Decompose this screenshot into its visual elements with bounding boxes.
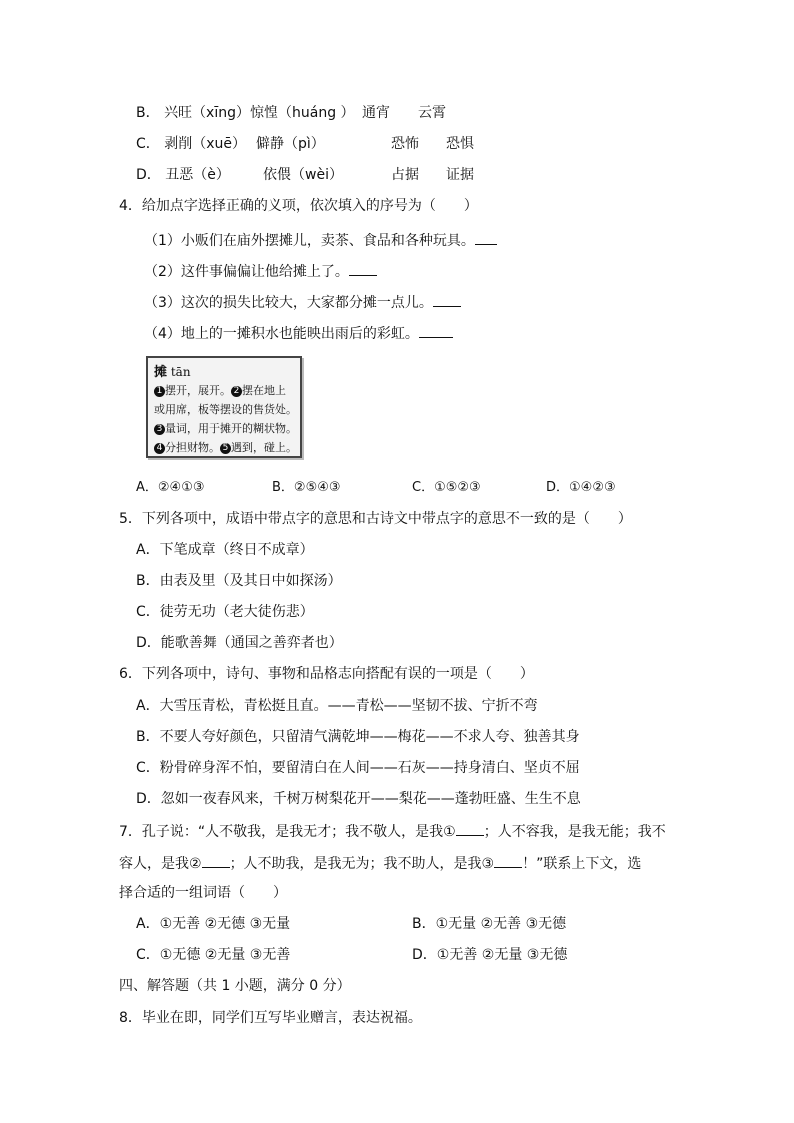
q4-item-2 <box>144 261 377 281</box>
answer-blank-3[interactable] <box>494 853 522 868</box>
q3-option-d-word3: 占据 <box>391 167 419 183</box>
sense-2-marker: 2 <box>231 386 242 397</box>
q7-text-1a: 7．孔子说：“人不敬我，是我无才；我不敬人，是我① <box>119 824 456 840</box>
q3-option-b-word1: 兴旺（xīng） <box>164 105 250 121</box>
q3-option-c <box>136 135 246 153</box>
q4-item-4 <box>144 323 453 343</box>
q4-item-2-text: （2）这件事偏偏让他给摊上了。 <box>144 264 349 280</box>
q3-option-b-label: B． <box>136 105 160 121</box>
q3-option-d-word2: 依偎（wèi） <box>263 167 343 183</box>
q7-option-b[interactable]: B．①无量 ②无善 ③无德 <box>412 916 567 932</box>
q5-option-d[interactable]: D．能歌善舞（通国之善弈者也） <box>136 635 343 651</box>
q4-item-1-text: （1）小贩们在庙外摆摊儿，卖茶、食品和各种玩具。 <box>144 233 475 249</box>
q4-item-3 <box>144 292 461 312</box>
dictionary-line-4 <box>154 438 297 457</box>
q4-item-4-text: （4）地上的一摊积水也能映出雨后的彩虹。 <box>144 326 419 342</box>
q5-stem: 5．下列各项中，成语中带点字的意思和古诗文中带点字的意思不一致的是（ ） <box>119 511 632 527</box>
q3-option-c-word2: 僻静（pì） <box>256 136 325 152</box>
q3-option-c-label: C． <box>136 136 160 152</box>
q3-option-d <box>136 166 230 184</box>
q3-option-d-word1: 丑恶（è） <box>165 167 230 183</box>
sense-2-text: 摆在地上 <box>242 384 286 397</box>
sense-1-marker: 1 <box>154 386 165 397</box>
q6-option-d[interactable]: D．忽如一夜春风来，千树万树梨花开——梨花——蓬勃旺盛、生生不息 <box>136 791 581 807</box>
dictionary-pinyin: tān <box>170 365 191 379</box>
section-heading: 四、解答题（共 1 小题，满分 0 分） <box>119 978 351 994</box>
dictionary-char: 摊 <box>154 365 168 380</box>
q7-text-2b: ；人不助我，是我无为；我不助人，是我③ <box>229 856 495 872</box>
q4-option-a[interactable]: A．②④①③ <box>136 480 205 495</box>
q4-option-c[interactable]: C．①⑤②③ <box>412 480 481 495</box>
q5-option-c[interactable]: C．徒劳无功（老大徒伤悲） <box>136 604 314 620</box>
sense-4-text: 分担财物。 <box>165 441 220 454</box>
sense-4-marker: 4 <box>154 443 165 454</box>
dictionary-entry-box <box>146 356 302 458</box>
q4-stem: 4．给加点字选择正确的义项，依次填入的序号为（ ） <box>119 198 478 214</box>
q7-text-2c: ！”联系上下文，选 <box>522 856 642 872</box>
sense-1-text: 摆开，展开。 <box>165 384 231 397</box>
q3-option-b <box>136 104 250 122</box>
q3-option-d-label: D． <box>136 167 161 183</box>
q3-option-b-word3: 通宵 <box>362 105 390 121</box>
sense-5-marker: 5 <box>220 443 231 454</box>
dictionary-line-2: 或用席，板等摆设的售货处。 <box>154 403 297 416</box>
q7-option-a[interactable]: A．①无善 ②无德 ③无量 <box>136 916 291 932</box>
answer-blank-2[interactable] <box>202 853 230 868</box>
q3-option-d-word4: 证据 <box>446 167 474 183</box>
dictionary-line-1 <box>154 381 294 400</box>
q6-stem: 6．下列各项中，诗句、事物和品格志向搭配有误的一项是（ ） <box>119 666 534 682</box>
answer-blank[interactable] <box>419 323 453 338</box>
q4-option-d[interactable]: D．①④②③ <box>546 480 616 495</box>
q7-option-d[interactable]: D．①无善 ②无量 ③无德 <box>412 947 568 963</box>
dictionary-headword <box>154 364 294 381</box>
q5-option-a[interactable]: A．下笔成章（终日不成章） <box>136 542 314 558</box>
q7-stem-line-2 <box>119 853 641 873</box>
sense-3-marker: 3 <box>154 424 165 435</box>
answer-blank[interactable] <box>475 230 497 245</box>
q6-option-b[interactable]: B．不要人夸好颜色，只留清气满乾坤——梅花——不求人夸、独善其身 <box>136 729 580 745</box>
answer-blank[interactable] <box>349 261 377 276</box>
q6-option-c[interactable]: C．粉骨碎身浑不怕，要留清白在人间——石灰——持身清白、坚贞不屈 <box>136 760 580 776</box>
q3-option-c-word3: 恐怖 <box>391 136 419 152</box>
q7-text-2a: 容人，是我② <box>119 856 202 872</box>
q3-option-b-word2: 惊惶（huáng ） <box>250 105 355 121</box>
q3-option-c-word1: 剥削（xuē） <box>164 136 247 152</box>
q7-text-1b: ；人不容我，是我无能；我不 <box>483 824 666 840</box>
q5-option-b[interactable]: B．由表及里（及其日中如探汤） <box>136 573 342 589</box>
q7-option-c[interactable]: C．①无德 ②无量 ③无善 <box>136 947 291 963</box>
q4-item-3-text: （3）这次的损失比较大，大家都分摊一点儿。 <box>144 295 433 311</box>
q7-stem-line-3: 择合适的一组词语（ ） <box>119 885 287 901</box>
sense-3-text: 量词，用于摊开的糊状物。 <box>165 422 297 435</box>
dictionary-line-3 <box>154 419 297 438</box>
q7-stem-line-1 <box>119 821 666 841</box>
q8-stem: 8．毕业在即，同学们互写毕业赠言，表达祝福。 <box>119 1010 422 1026</box>
q6-option-a[interactable]: A．大雪压青松，青松挺且直。——青松——坚韧不拔、宁折不弯 <box>136 698 538 714</box>
q4-option-b[interactable]: B．②⑤④③ <box>272 480 341 495</box>
answer-blank[interactable] <box>433 292 461 307</box>
q4-item-1 <box>144 230 497 250</box>
sense-5-text: 遇到，碰上。 <box>231 441 297 454</box>
q3-option-c-word4: 恐惧 <box>446 136 474 152</box>
q3-option-b-word4: 云霄 <box>418 105 446 121</box>
answer-blank-1[interactable] <box>456 821 484 836</box>
